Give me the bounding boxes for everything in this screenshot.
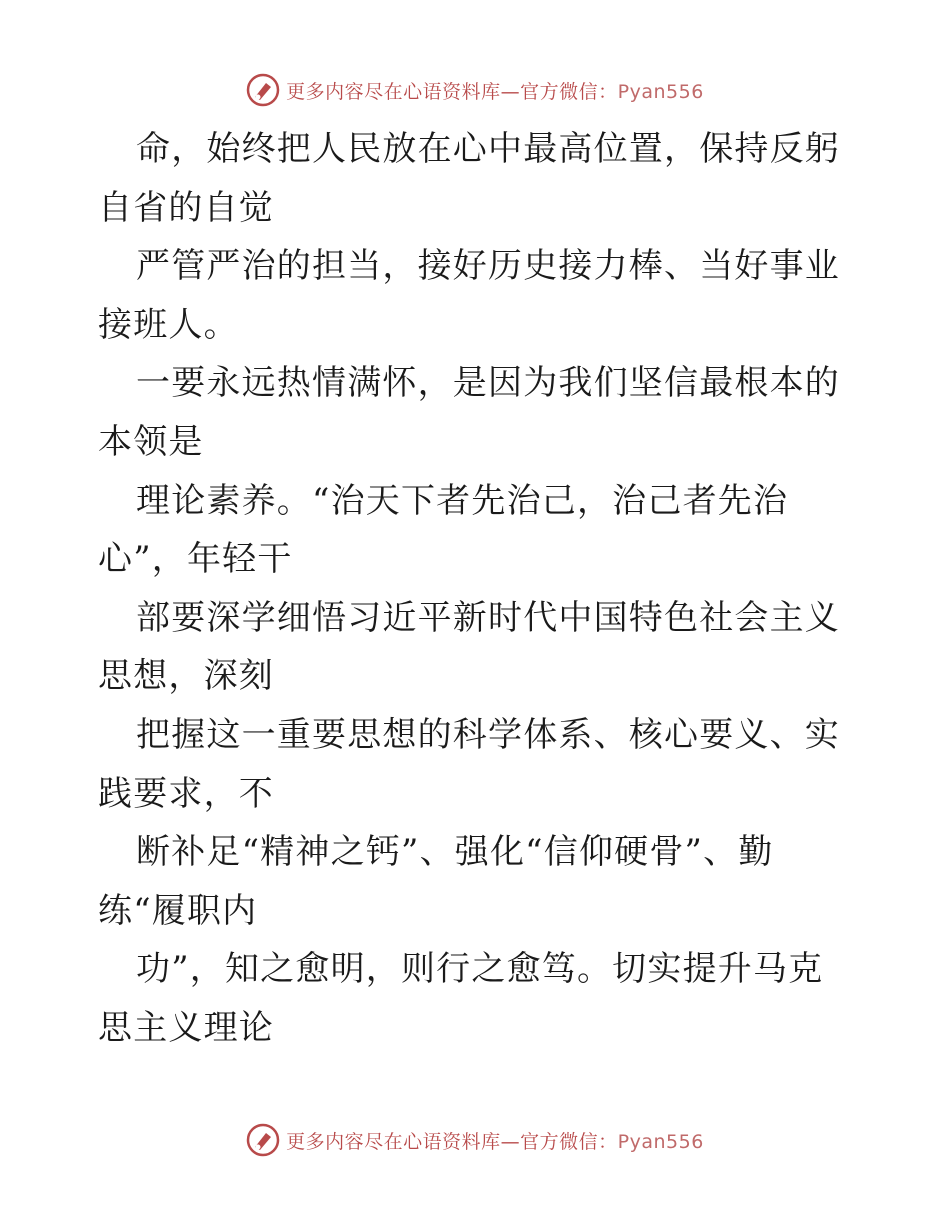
wechat-id: Pyan556 <box>617 80 704 103</box>
header-banner <box>0 70 950 110</box>
body-text <box>98 120 858 1058</box>
pen-nib-logo-icon <box>246 1123 280 1157</box>
banner-text: 更多内容尽在心语资料库—官方微信：Pyan556 <box>286 80 704 103</box>
paragraph: 功”，知之愈明，则行之愈笃。切实提升马克思主义理论 <box>98 949 824 1048</box>
pen-nib-logo-icon <box>246 73 280 107</box>
paragraph: 理论素养。“治天下者先治己，治己者先治 心”，年轻干 <box>98 480 789 580</box>
banner-text: 更多内容尽在心语资料库—官方微信：Pyan556 <box>286 1130 704 1153</box>
paragraph: 部要深学细悟习近平新时代中国特色社会主义思想，深刻 <box>98 597 840 697</box>
paragraph: 把握这一重要思想的科学体系、核心要义、实践要求，不 <box>98 714 840 814</box>
footer-banner <box>0 1120 950 1160</box>
paragraph: 断补足“精神之钙”、强化“信仰硬骨”、勤 练“履职内 <box>98 832 774 931</box>
paragraph: 严管严治的担当，接好历史接力棒、当好事业接班人。 <box>98 246 840 345</box>
paragraph: 一要永远热情满怀，是因为我们坚信最根本的本领是 <box>98 363 840 462</box>
paragraph: 命，始终把人民放在心中最高位置，保持反躬自省的自觉 <box>98 129 840 228</box>
wechat-id: Pyan556 <box>617 1130 704 1153</box>
